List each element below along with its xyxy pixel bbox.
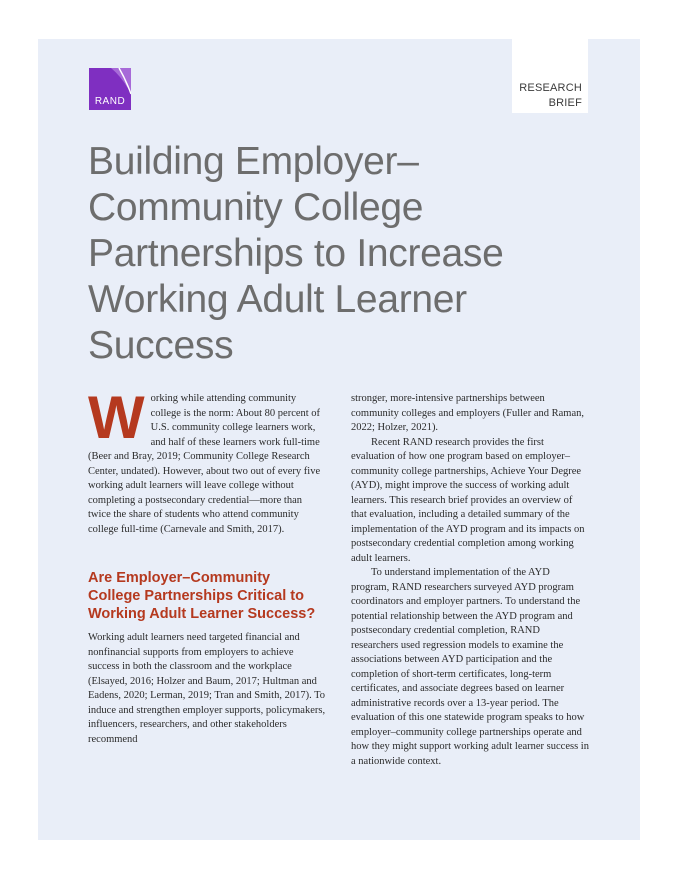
intro-paragraph [88, 384, 326, 537]
right-paragraph-1: stronger, more-intensive partnerships between community colleges and employers (Fuller and Raman, 2022; Holzer, 2021). [351, 393, 584, 433]
right-paragraph-3: To understand implementation of the AYD program, RAND researchers surveyed AYD program coordinators and employer partners. To understand the potential relationship between the AYD program and postsecondary credential completion, RAND researchers used regression models to examine the associations between AYD participation and the completion of short-term certificates, long-term certificates, and associate degrees based on learner administrative records over a 13-year period. The evaluation of this one statewide program speaks to how employer–community college partnerships operate and how they might support working adult learner success in a nationwide context. [351, 567, 589, 767]
intro-text: orking while attending community college is the norm: About 80 percent of U.S. community college learners work, and half of these learners work full-time (Beer and Bray, 2019; Community College Research Center, undated). However, about two out of every five working adult learners will leave college without completing a postsecondary credential—more than twice the share of students who attend community college full-time (Carnevale and Smith, 2017). [88, 393, 321, 535]
title-line-5: Success [88, 324, 234, 367]
left-column [88, 384, 326, 747]
title-line-2: Community College [88, 186, 424, 229]
research-brief-tab [512, 39, 588, 113]
rand-logo-text: RAND [94, 96, 126, 107]
section-heading: Are Employer–Community College Partnerships Critical to Working Adult Learner Success? [88, 570, 316, 622]
title-line-3: Partnerships to Increase [88, 232, 504, 275]
page-title [88, 139, 568, 369]
research-brief-line1: RESEARCH [519, 82, 582, 94]
rand-logo [89, 68, 131, 110]
title-line-1: Building Employer– [88, 140, 419, 183]
research-brief-label [519, 81, 582, 111]
title-line-4: Working Adult Learner [88, 278, 467, 321]
research-brief-line2: BRIEF [548, 97, 582, 109]
drop-cap: W [88, 384, 145, 451]
section-paragraph: Working adult learners need targeted financial and nonfinancial supports from employers to achieve success in both the classroom and the workplace (Elsayed, 2016; Holzer and Baum, 2017; Hultman and Eadens, 2020; Lerman, 2019; Tran and Smith, 2017). To induce and strengthen employer supports, policymakers, influencers, researchers, and other stakeholders recommend [88, 632, 326, 745]
right-column [351, 392, 589, 769]
right-paragraph-2: Recent RAND research provides the first evaluation of how one program based on employer–community college partnerships, Achieve Your Degree (AYD), might improve the success of working adult learners. This research brief provides an overview of that evaluation, including a detailed summary of the implementation of the AYD program and its impacts on postsecondary credential completion among working adult learners. [351, 436, 585, 564]
